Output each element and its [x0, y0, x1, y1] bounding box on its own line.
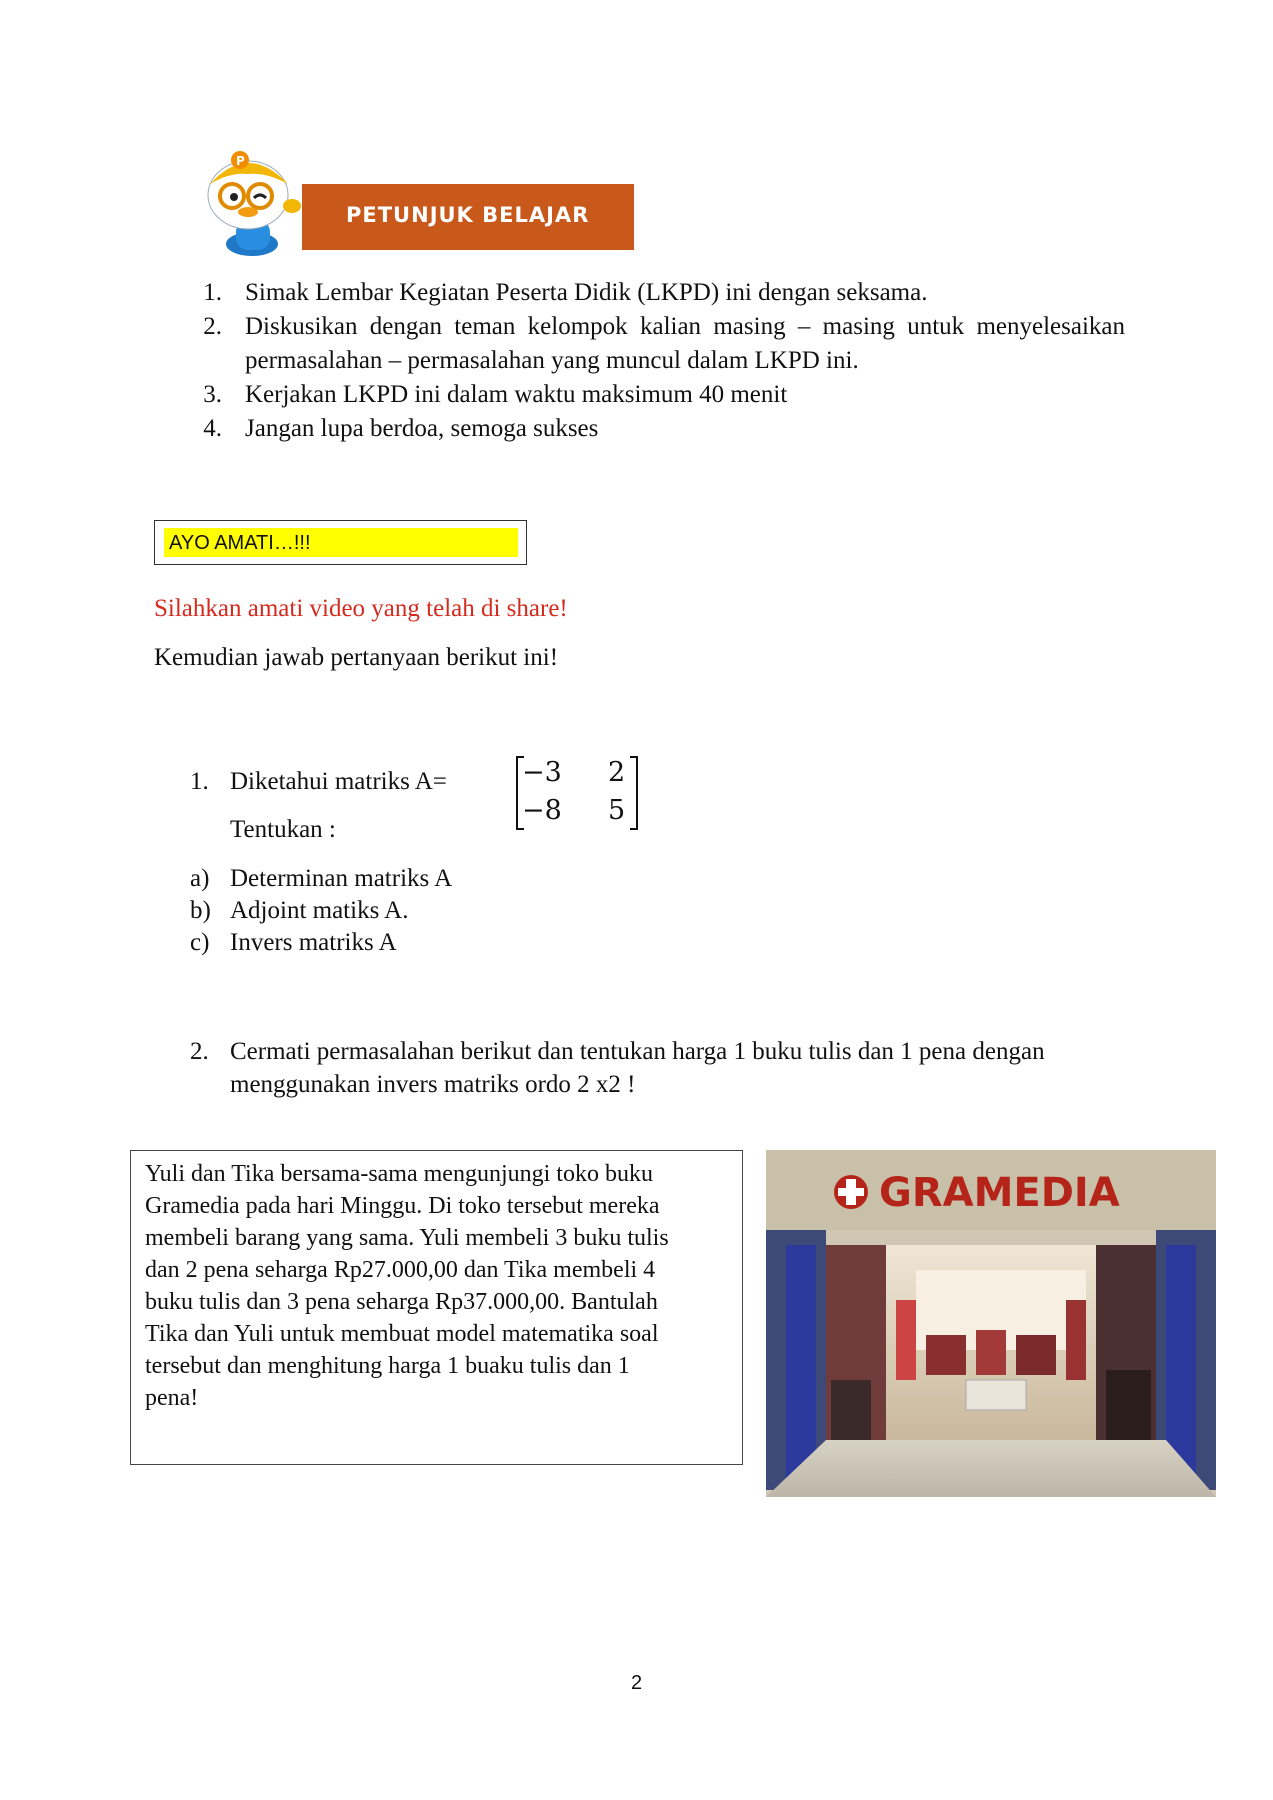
page-number: 2 — [631, 1672, 643, 1694]
instruction-text: Diskusikan dengan teman kelompok kalian masing – masing untuk menyelesaikan — [245, 313, 1125, 340]
banner-title: PETUNJUK BELAJAR — [346, 203, 590, 227]
question-text: Cermati permasalahan berikut dan tentukan harga 1 buku tulis dan 1 pena dengan — [230, 1038, 1045, 1065]
instruction-number: 1. — [203, 279, 222, 306]
bookstore-photo — [766, 1150, 1216, 1497]
instruction-text: permasalahan – permasalahan yang muncul dalam LKPD ini. — [245, 347, 859, 374]
question-number: 2. — [190, 1038, 209, 1065]
story-line: Tika dan Yuli untuk membuat model matematika soal — [145, 1321, 659, 1347]
question-number: 1. — [190, 768, 209, 795]
subquestion-label: b) — [190, 897, 211, 924]
story-text — [145, 1158, 735, 1414]
mascot-illustration — [196, 150, 308, 256]
svg-text:P: P — [236, 154, 245, 168]
observe-label: AYO AMATI…!!! — [169, 532, 311, 554]
instruction-number: 2. — [203, 313, 222, 340]
store-sign-text: GRAMEDIA — [879, 1170, 1120, 1216]
story-line: pena! — [145, 1385, 199, 1411]
matrix-cell: −8 — [522, 795, 562, 826]
story-line: Gramedia pada hari Minggu. Di toko tersebut mereka — [145, 1193, 660, 1219]
subquestion-label: a) — [190, 865, 210, 892]
question-text: menggunakan invers matriks ordo 2 x2 ! — [230, 1071, 636, 1098]
observe-instruction: Silahkan amati video yang telah di share! — [154, 595, 568, 622]
subquestion-text: Adjoint matiks A. — [230, 897, 409, 924]
subquestion-text: Invers matriks A — [230, 929, 397, 956]
matrix-cell: −3 — [522, 757, 562, 788]
question-text: Diketahui matriks A= — [230, 768, 447, 795]
instruction-text: Kerjakan LKPD ini dalam waktu maksimum 40 menit — [245, 381, 788, 408]
story-line: membeli barang yang sama. Yuli membeli 3 buku tulis — [145, 1225, 669, 1251]
follow-instruction: Kemudian jawab pertanyaan berikut ini! — [154, 644, 559, 671]
instruction-text: Jangan lupa berdoa, semoga sukses — [245, 415, 599, 442]
instruction-number: 4. — [203, 415, 222, 442]
story-line: Yuli dan Tika bersama-sama mengunjungi toko buku — [145, 1161, 653, 1187]
matrix-cell: 2 — [608, 757, 626, 788]
subquestion-label: c) — [190, 929, 210, 956]
instruction-number: 3. — [203, 381, 222, 408]
story-line: buku tulis dan 3 pena seharga Rp37.000,00. Bantulah — [145, 1289, 658, 1315]
matrix-a — [514, 755, 640, 831]
story-line: tersebut dan menghitung harga 1 buaku tulis dan 1 — [145, 1353, 630, 1379]
question-subtext: Tentukan : — [230, 816, 336, 843]
instruction-text: Simak Lembar Kegiatan Peserta Didik (LKPD) ini dengan seksama. — [245, 279, 928, 306]
story-line: dan 2 pena seharga Rp27.000,00 dan Tika membeli 4 — [145, 1257, 656, 1283]
subquestion-text: Determinan matriks A — [230, 865, 453, 892]
matrix-cell: 5 — [608, 795, 626, 826]
